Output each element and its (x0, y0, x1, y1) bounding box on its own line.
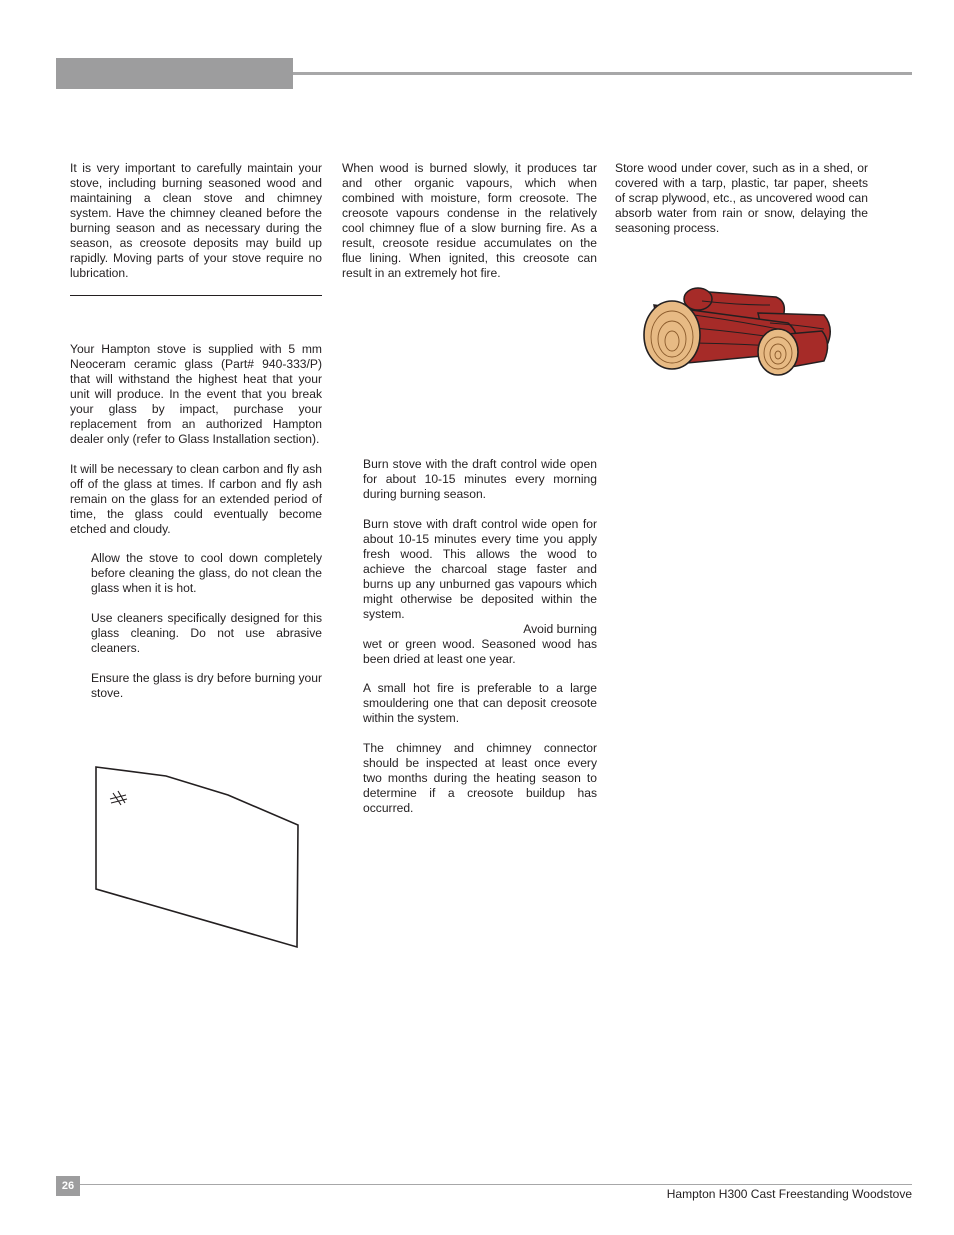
maintenance-paragraph (70, 161, 322, 281)
glass-clean-paragraph (70, 462, 322, 537)
tip-3-text: wet or green wood. Seasoned wood has been dried at least one year. (363, 637, 597, 666)
storage-paragraph (615, 161, 868, 236)
tip-3-heading: Avoid burning (523, 622, 597, 636)
tip-5 (363, 741, 597, 816)
tip-4 (363, 681, 597, 726)
glass-intro-text: Your Hampton stove is supplied with 5 mm Neoceram ceramic glass (Part# 940-333/P) that will withstand the highest heat that your unit will produce. In the event that you break your glass by impact, purchase your replacement from an authorized Hampton dealer only (refer to Glass Installation section). (70, 342, 322, 446)
footer-title: Hampton H300 Cast Freestanding Woodstove (666, 1187, 912, 1201)
creosote-text: When wood is burned slowly, it produces tar and other organic vapours, which when combined with moisture, form creosote. The creosote vapours condense in the relatively cool chimney flue of a slow burning fire. As a result, creosote residue accumulates on the flue lining. When ignited, this creosote can result in an extremely hot fire. (342, 161, 597, 280)
glass-panel-drawing (90, 762, 304, 952)
tip-3 (363, 622, 597, 667)
glass-intro-paragraph (70, 342, 322, 447)
creosote-paragraph (342, 161, 597, 281)
tip-4-text: A small hot fire is preferable to a large smouldering one that can deposit creosote within the system. (363, 681, 597, 725)
glass-step-3-text: Ensure the glass is dry before burning your stove. (91, 671, 322, 700)
tip-1 (363, 457, 597, 502)
footer-rule (80, 1184, 912, 1185)
glass-step-1-text: Allow the stove to cool down completely before cleaning the glass, do not clean the glass when it is hot. (91, 551, 322, 595)
glass-step-2 (91, 611, 322, 656)
header-rule (293, 72, 912, 75)
glass-step-3 (91, 671, 322, 701)
tip-5-text: The chimney and chimney connector should be inspected at least once every two months during the heating season to determine if a creosote buildup has occurred. (363, 741, 597, 815)
glass-step-1 (91, 551, 322, 596)
glass-step-2-text: Use cleaners specifically designed for this glass cleaning. Do not use abrasive cleaners. (91, 611, 322, 655)
tip-1-text: Burn stove with the draft control wide open for about 10-15 minutes every morning during burning season. (363, 457, 597, 501)
section-header-tab (56, 58, 293, 89)
tip-2-text: Burn stove with draft control wide open for about 10-15 minutes every time you apply fresh wood. This allows the wood to achieve the charcoal stage faster and burns up any unburned gas vapours which might otherwise be deposited within the system. (363, 517, 597, 621)
glass-clean-text: It will be necessary to clean carbon and fly ash off of the glass at times. If carbon and fly ash remain on the glass for an extended period of time, the glass could eventually become etched and cloudy. (70, 462, 322, 536)
page-number: 26 (56, 1176, 80, 1196)
maintenance-text: It is very important to carefully maintain your stove, including burning seasoned wood and maintaining a clean stove and chimney system. Have the chimney cleaned before the burning season and as necessary during the season, as creosote deposits may build up rapidly. Moving parts of your stove require no lubrication. (70, 161, 322, 280)
section-divider (70, 295, 322, 296)
storage-text: Store wood under cover, such as in a shed, or covered with a tarp, plastic, tar paper, sheets of scrap plywood, etc., as uncovered wood can absorb water from rain or snow, delaying the seasoning process. (615, 161, 868, 235)
tip-2 (363, 517, 597, 622)
firewood-logs-icon (638, 283, 834, 383)
